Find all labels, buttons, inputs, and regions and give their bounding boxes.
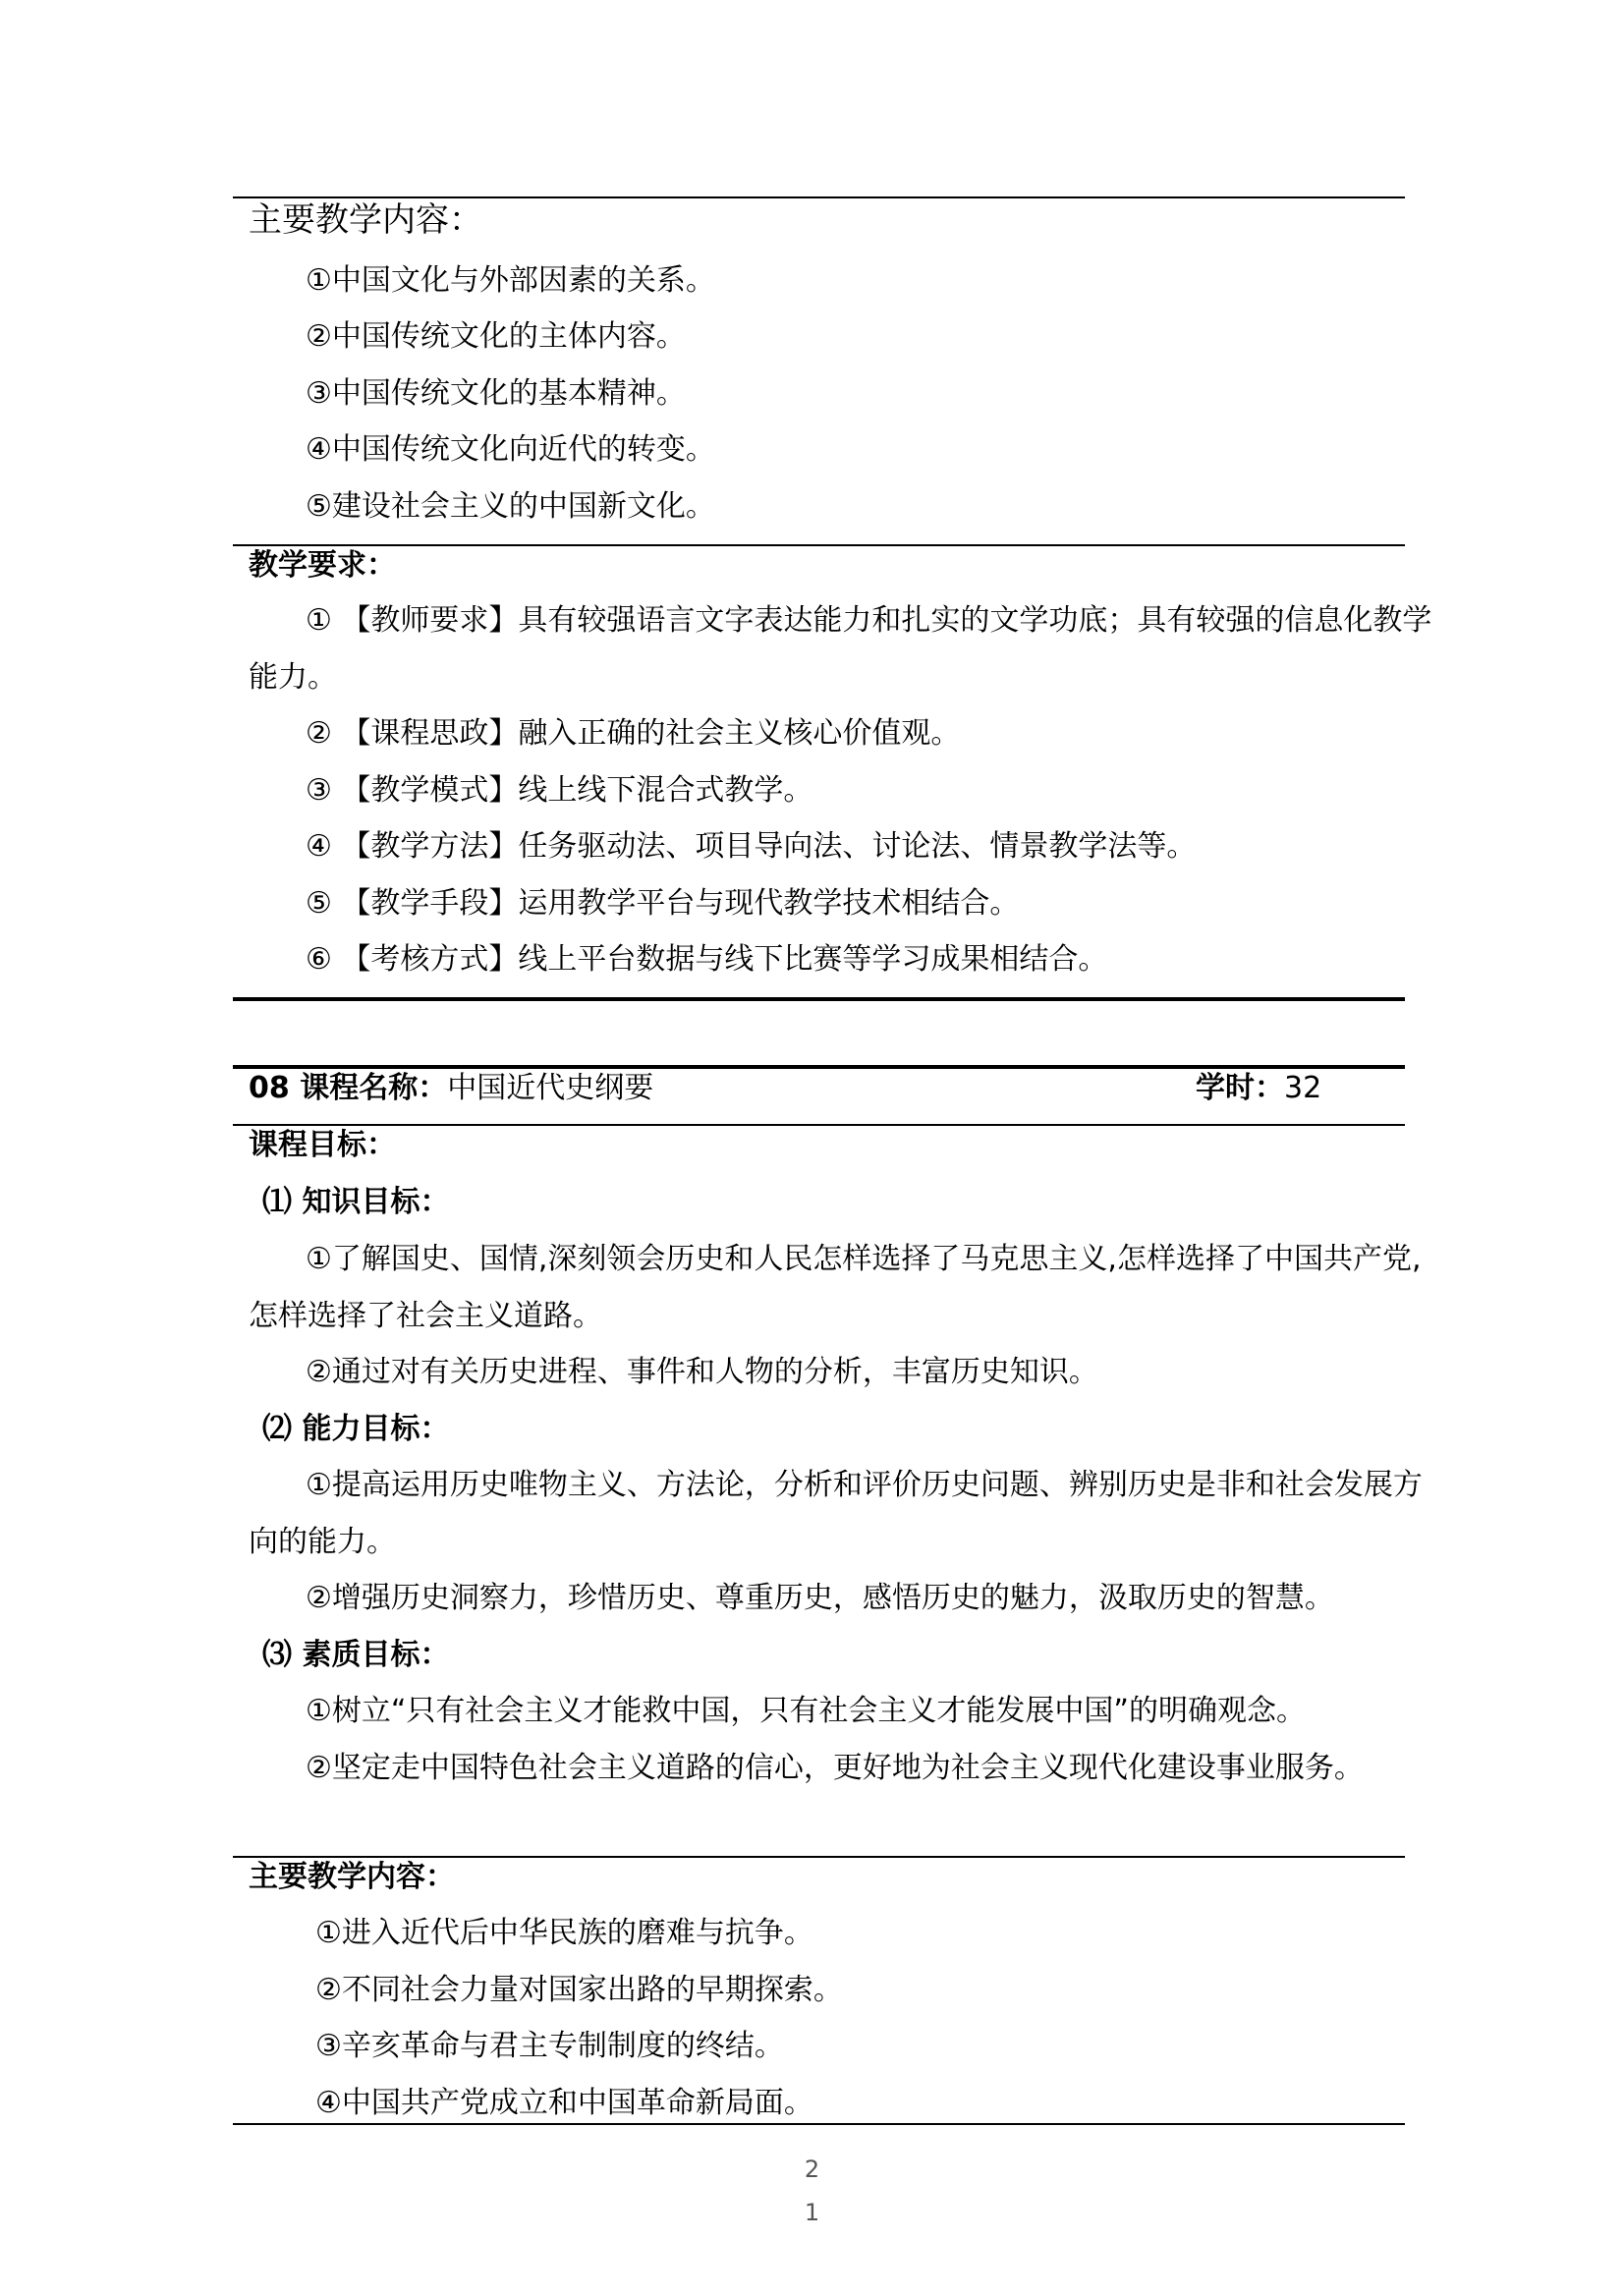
top-rule [233, 196, 1405, 198]
bottom-rule [233, 2123, 1405, 2125]
requirement-item: ⑥ 【考核方式】线上平台数据与线下比赛等学习成果相结合。 [306, 942, 1108, 977]
content-item: ③中国传统文化的基本精神。 [306, 376, 686, 411]
section-end-rule [233, 997, 1405, 1001]
content-item: ⑤建设社会主义的中国新文化。 [306, 489, 715, 524]
content-item: ①中国文化与外部因素的关系。 [306, 263, 715, 298]
knowledge-item: ①了解国史、国情,深刻领会历史和人民怎样选择了马克思主义,怎样选择了中国共产党, [306, 1242, 1422, 1276]
knowledge-item: ②通过对有关历史进程、事件和人物的分析，丰富历史知识。 [306, 1355, 1098, 1389]
knowledge-heading: ⑴ 知识目标： [262, 1185, 450, 1219]
quality-item: ②坚定走中国特色社会主义道路的信心，更好地为社会主义现代化建设事业服务。 [306, 1751, 1364, 1785]
content-heading: 主要教学内容： [249, 200, 482, 240]
page-number: 2 [804, 2156, 820, 2183]
content-item: ④中国传统文化向近代的转变。 [306, 432, 715, 467]
content-item: ②中国传统文化的主体内容。 [306, 319, 686, 354]
goals-heading: 课程目标： [249, 1128, 396, 1162]
requirement-item: ② 【课程思政】融入正确的社会主义核心价值观。 [306, 716, 961, 751]
ability-item: ①提高运用历史唯物主义、方法论，分析和评价历史问题、辨别历史是非和社会发展方 [306, 1468, 1423, 1502]
requirements-heading: 教学要求： [249, 548, 396, 583]
requirement-item: ③ 【教学模式】线上线下混合式教学。 [306, 773, 813, 808]
course-hours-label: 学时： [1196, 1071, 1284, 1105]
course-header-rule [233, 1124, 1405, 1126]
quality-item: ①树立“只有社会主义才能救中国，只有社会主义才能发展中国”的明确观念。 [306, 1694, 1306, 1728]
course-content-item: ③辛亥革命与君主专制制度的终结。 [315, 2029, 784, 2063]
ability-item-continuation: 向的能力。 [249, 1525, 396, 1559]
knowledge-item-continuation: 怎样选择了社会主义道路。 [249, 1299, 602, 1333]
course-hours-value: 32 [1284, 1071, 1322, 1105]
page-sub-number: 1 [804, 2199, 820, 2226]
course-content-item: ①进入近代后中华民族的磨难与抗争。 [315, 1916, 813, 1950]
course-content-item: ②不同社会力量对国家出路的早期探索。 [315, 1973, 843, 2007]
course-header [249, 1069, 1322, 1108]
course-name-label: 08 课程名称： [249, 1071, 448, 1105]
course-hours [1196, 1069, 1321, 1108]
course-name-value: 中国近代史纲要 [447, 1071, 654, 1105]
section-rule [233, 544, 1405, 546]
course-content-heading: 主要教学内容： [249, 1860, 455, 1894]
requirement-item: ① 【教师要求】具有较强语言文字表达能力和扎实的文学功底；具有较强的信息化教学 [306, 603, 1432, 638]
requirement-item: ⑤ 【教学手段】运用教学平台与现代教学技术相结合。 [306, 886, 1020, 921]
requirement-item: ④ 【教学方法】任务驱动法、项目导向法、讨论法、情景教学法等。 [306, 829, 1197, 864]
quality-heading: ⑶ 素质目标： [262, 1638, 450, 1672]
course-content-item: ④中国共产党成立和中国革命新局面。 [315, 2086, 813, 2120]
requirement-item-continuation: 能力。 [249, 660, 337, 695]
ability-heading: ⑵ 能力目标： [262, 1412, 450, 1446]
course-name [249, 1069, 653, 1108]
ability-item: ②增强历史洞察力，珍惜历史、尊重历史，感悟历史的魅力，汲取历史的智慧。 [306, 1581, 1334, 1615]
